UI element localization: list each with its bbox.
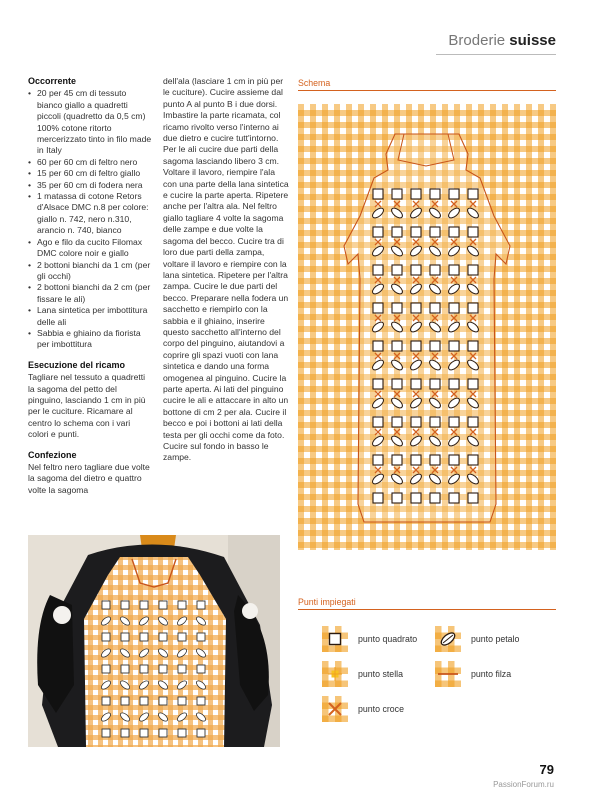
legend-label: punto petalo [471, 634, 520, 644]
punti-rule [298, 609, 556, 610]
scheme-square-stitch [392, 303, 402, 313]
scheme-square-stitch [449, 455, 459, 465]
photo-stitch [159, 665, 167, 673]
scheme-square-stitch [430, 303, 440, 313]
photo-stitch [121, 729, 129, 737]
materials-item: • 35 per 60 cm di fodera nera [28, 180, 153, 191]
scheme-square-stitch [373, 303, 383, 313]
photo-stitch [197, 729, 205, 737]
scheme-square-stitch [449, 303, 459, 313]
text-column-2 [163, 76, 289, 464]
photo-stitch [121, 665, 129, 673]
scheme-square-stitch [411, 227, 421, 237]
scheme-square-stitch [449, 379, 459, 389]
header-bold: suisse [509, 32, 556, 49]
penguin-photo-illustration [28, 535, 280, 747]
legend-label: punto quadrato [358, 634, 418, 644]
photo-stitch [140, 729, 148, 737]
scheme-square-stitch [411, 417, 421, 427]
legend-punto-quadrato [322, 626, 417, 652]
materials-item: • 2 bottoni bianchi da 1 cm (per gli occhi) [28, 260, 153, 283]
photo-stitch [178, 729, 186, 737]
star-stitch-icon [322, 661, 348, 687]
photo-stitch [102, 601, 110, 609]
scheme-square-stitch [430, 341, 440, 351]
photo-stitch [178, 633, 186, 641]
scheme-square-stitch [468, 493, 478, 503]
photo-stitch [140, 697, 148, 705]
scheme-square-stitch [373, 341, 383, 351]
text-column-1 [28, 76, 153, 496]
scheme-square-stitch [411, 455, 421, 465]
scheme-square-stitch [392, 417, 402, 427]
esecuzione-heading: Esecuzione del ricamo [28, 359, 126, 370]
photo-stitch [197, 601, 205, 609]
petal-stitch-icon [435, 626, 461, 652]
materials-item: • 15 per 60 cm di feltro giallo [28, 168, 153, 179]
materials-item: • Lana sintetica per imbottitura delle ali [28, 305, 153, 328]
photo-stitch [121, 601, 129, 609]
photo-stitch [159, 601, 167, 609]
scheme-square-stitch [392, 227, 402, 237]
scheme-square-stitch [449, 265, 459, 275]
scheme-square-stitch [411, 189, 421, 199]
photo-stitch [140, 601, 148, 609]
materials-item: • Sabbia e ghiaino da fiorista per imbottitura [28, 328, 153, 351]
photo-stitch [121, 633, 129, 641]
running-stitch-icon [435, 661, 461, 687]
scheme-square-stitch [449, 341, 459, 351]
photo-stitch [102, 633, 110, 641]
embroidery-scheme [298, 104, 556, 550]
page-number: 79 [539, 762, 554, 777]
photo-stitch [159, 697, 167, 705]
esecuzione-text: Tagliare nel tessuto a quadretti la sagoma del petto del pinguino, lasciando 1 cm in più per le cuciture. Ricamare al centro lo schema con i vari colori e punti. [28, 372, 146, 440]
scheme-square-stitch [468, 303, 478, 313]
header-rule [436, 54, 556, 55]
scheme-square-stitch [373, 265, 383, 275]
scheme-square-stitch [411, 265, 421, 275]
legend-punto-stella [322, 661, 403, 687]
scheme-square-stitch [392, 189, 402, 199]
photo-stitch [140, 633, 148, 641]
photo-stitch [178, 601, 186, 609]
confezione-heading: Confezione [28, 449, 77, 460]
confezione-text-continued: dell'ala (lasciare 1 cm in più per le cuciture). Cucire assieme dal punto A al punto B i due dorsi. Imbastire la parte ricamata, col ricamo rivolto verso l'interno ai due dietro e cucire tutt'intorno. Per le ali cucire due parti della sagoma lasciando libero 3 cm. Voltare il lavoro, riempire l'ala con una parte della lana sintetica e cucire la parte aperta. Ripetere anche per l'altra ala. Nel feltro giallo tagliare 4 volte la sagoma delle zampe e due volte la sagoma del becco. Cucire tra di loro due parti della zampa, voltare il lavoro e riempire con la lana sintetica. Ripetere per l'altra zampa. Cucire le due parti del becco. Preparare nella fodera un sacchetto e riempirlo con la sabbia e il ghiaino, inserire questo sacchetto all'interno del corpo del pinguino, aiutandovi a coprire gli spazi vuoti con lana sintetica e dando una forma omogenea al pinguino. Cucire la parte aperta. Ai lati del pinguino cucire le ali e attaccare in alto un bottone di cm 2 per ala. Cucire il becco e poi i bottoni ai lati della testa per gli occhi come da foto. Cucire sul fondo in basso le zampe. [163, 76, 289, 463]
scheme-square-stitch [449, 417, 459, 427]
scheme-square-stitch [430, 265, 440, 275]
scheme-square-stitch [392, 493, 402, 503]
scheme-square-stitch [430, 417, 440, 427]
scheme-square-stitch [468, 417, 478, 427]
photo-stitch [178, 697, 186, 705]
esecuzione-section [28, 360, 153, 441]
scheme-square-stitch [373, 455, 383, 465]
cross-stitch-icon [322, 696, 348, 722]
schema-rule [298, 90, 556, 91]
scheme-square-stitch [430, 189, 440, 199]
scheme-square-stitch [392, 341, 402, 351]
photo-stitch [102, 729, 110, 737]
photo-stitch [159, 633, 167, 641]
scheme-square-stitch [411, 379, 421, 389]
scheme-square-stitch [373, 227, 383, 237]
scheme-square-stitch [392, 455, 402, 465]
scheme-square-stitch [468, 341, 478, 351]
photo-stitch [102, 697, 110, 705]
materials-item: • 1 matassa di cotone Retors d'Alsace DMC n.8 per colore: giallo n. 742, nero n.310, arancio n. 740, bianco [28, 191, 153, 237]
scheme-square-stitch [430, 493, 440, 503]
scheme-square-stitch [468, 379, 478, 389]
scheme-square-stitch [449, 189, 459, 199]
legend-punto-filza [435, 661, 511, 687]
scheme-square-stitch [392, 265, 402, 275]
photo-stitch [197, 633, 205, 641]
scheme-square-stitch [449, 227, 459, 237]
legend-label: punto stella [358, 669, 403, 679]
scheme-square-stitch [392, 379, 402, 389]
photo-stitch [140, 665, 148, 673]
scheme-square-stitch [373, 493, 383, 503]
materials-item: • 60 per 60 cm di feltro nero [28, 157, 153, 168]
schema-heading: Schema [298, 78, 331, 88]
confezione-section [28, 450, 153, 497]
scheme-square-stitch [373, 189, 383, 199]
legend-punto-petalo [435, 626, 519, 652]
scheme-outline [344, 134, 510, 522]
materials-item: • Ago e filo da cucito Filomax DMC colore noir e giallo [28, 237, 153, 260]
scheme-square-stitch [468, 227, 478, 237]
running-header [448, 32, 556, 49]
legend-punto-croce [322, 696, 404, 722]
photo-stitch [178, 665, 186, 673]
watermark: PassionForum.ru [493, 780, 554, 789]
scheme-square-stitch [373, 417, 383, 427]
confezione-text: Nel feltro nero tagliare due volte la sagoma del dietro e quattro volte la sagoma [28, 462, 150, 495]
photo-stitch [102, 665, 110, 673]
scheme-square-stitch [449, 493, 459, 503]
occorrente-heading: Occorrente [28, 76, 77, 86]
scheme-square-stitch [411, 303, 421, 313]
photo-stitch [197, 697, 205, 705]
materials-item: • 20 per 45 cm di tessuto bianco giallo a quadretti piccoli (quadretto da 0,5 cm) 100% cotone ritorto mercerizzato tinto in filo made in Italy [28, 88, 153, 156]
header-light: Broderie [448, 32, 506, 49]
materials-list [28, 88, 153, 350]
square-stitch-icon [322, 626, 348, 652]
scheme-square-stitch [430, 379, 440, 389]
scheme-square-stitch [430, 455, 440, 465]
penguin-photo [28, 535, 280, 747]
punti-heading: Punti impiegati [298, 597, 356, 607]
scheme-square-stitch [468, 189, 478, 199]
legend-label: punto croce [358, 704, 404, 714]
materials-item: • 2 bottoni bianchi da 2 cm (per fissare le ali) [28, 282, 153, 305]
scheme-square-stitch [411, 493, 421, 503]
scheme-square-stitch [373, 379, 383, 389]
scheme-square-stitch [411, 341, 421, 351]
photo-stitch [159, 729, 167, 737]
scheme-square-stitch [468, 455, 478, 465]
scheme-square-stitch [468, 265, 478, 275]
legend-label: punto filza [471, 669, 512, 679]
photo-stitch [121, 697, 129, 705]
scheme-square-stitch [430, 227, 440, 237]
photo-stitch [197, 665, 205, 673]
